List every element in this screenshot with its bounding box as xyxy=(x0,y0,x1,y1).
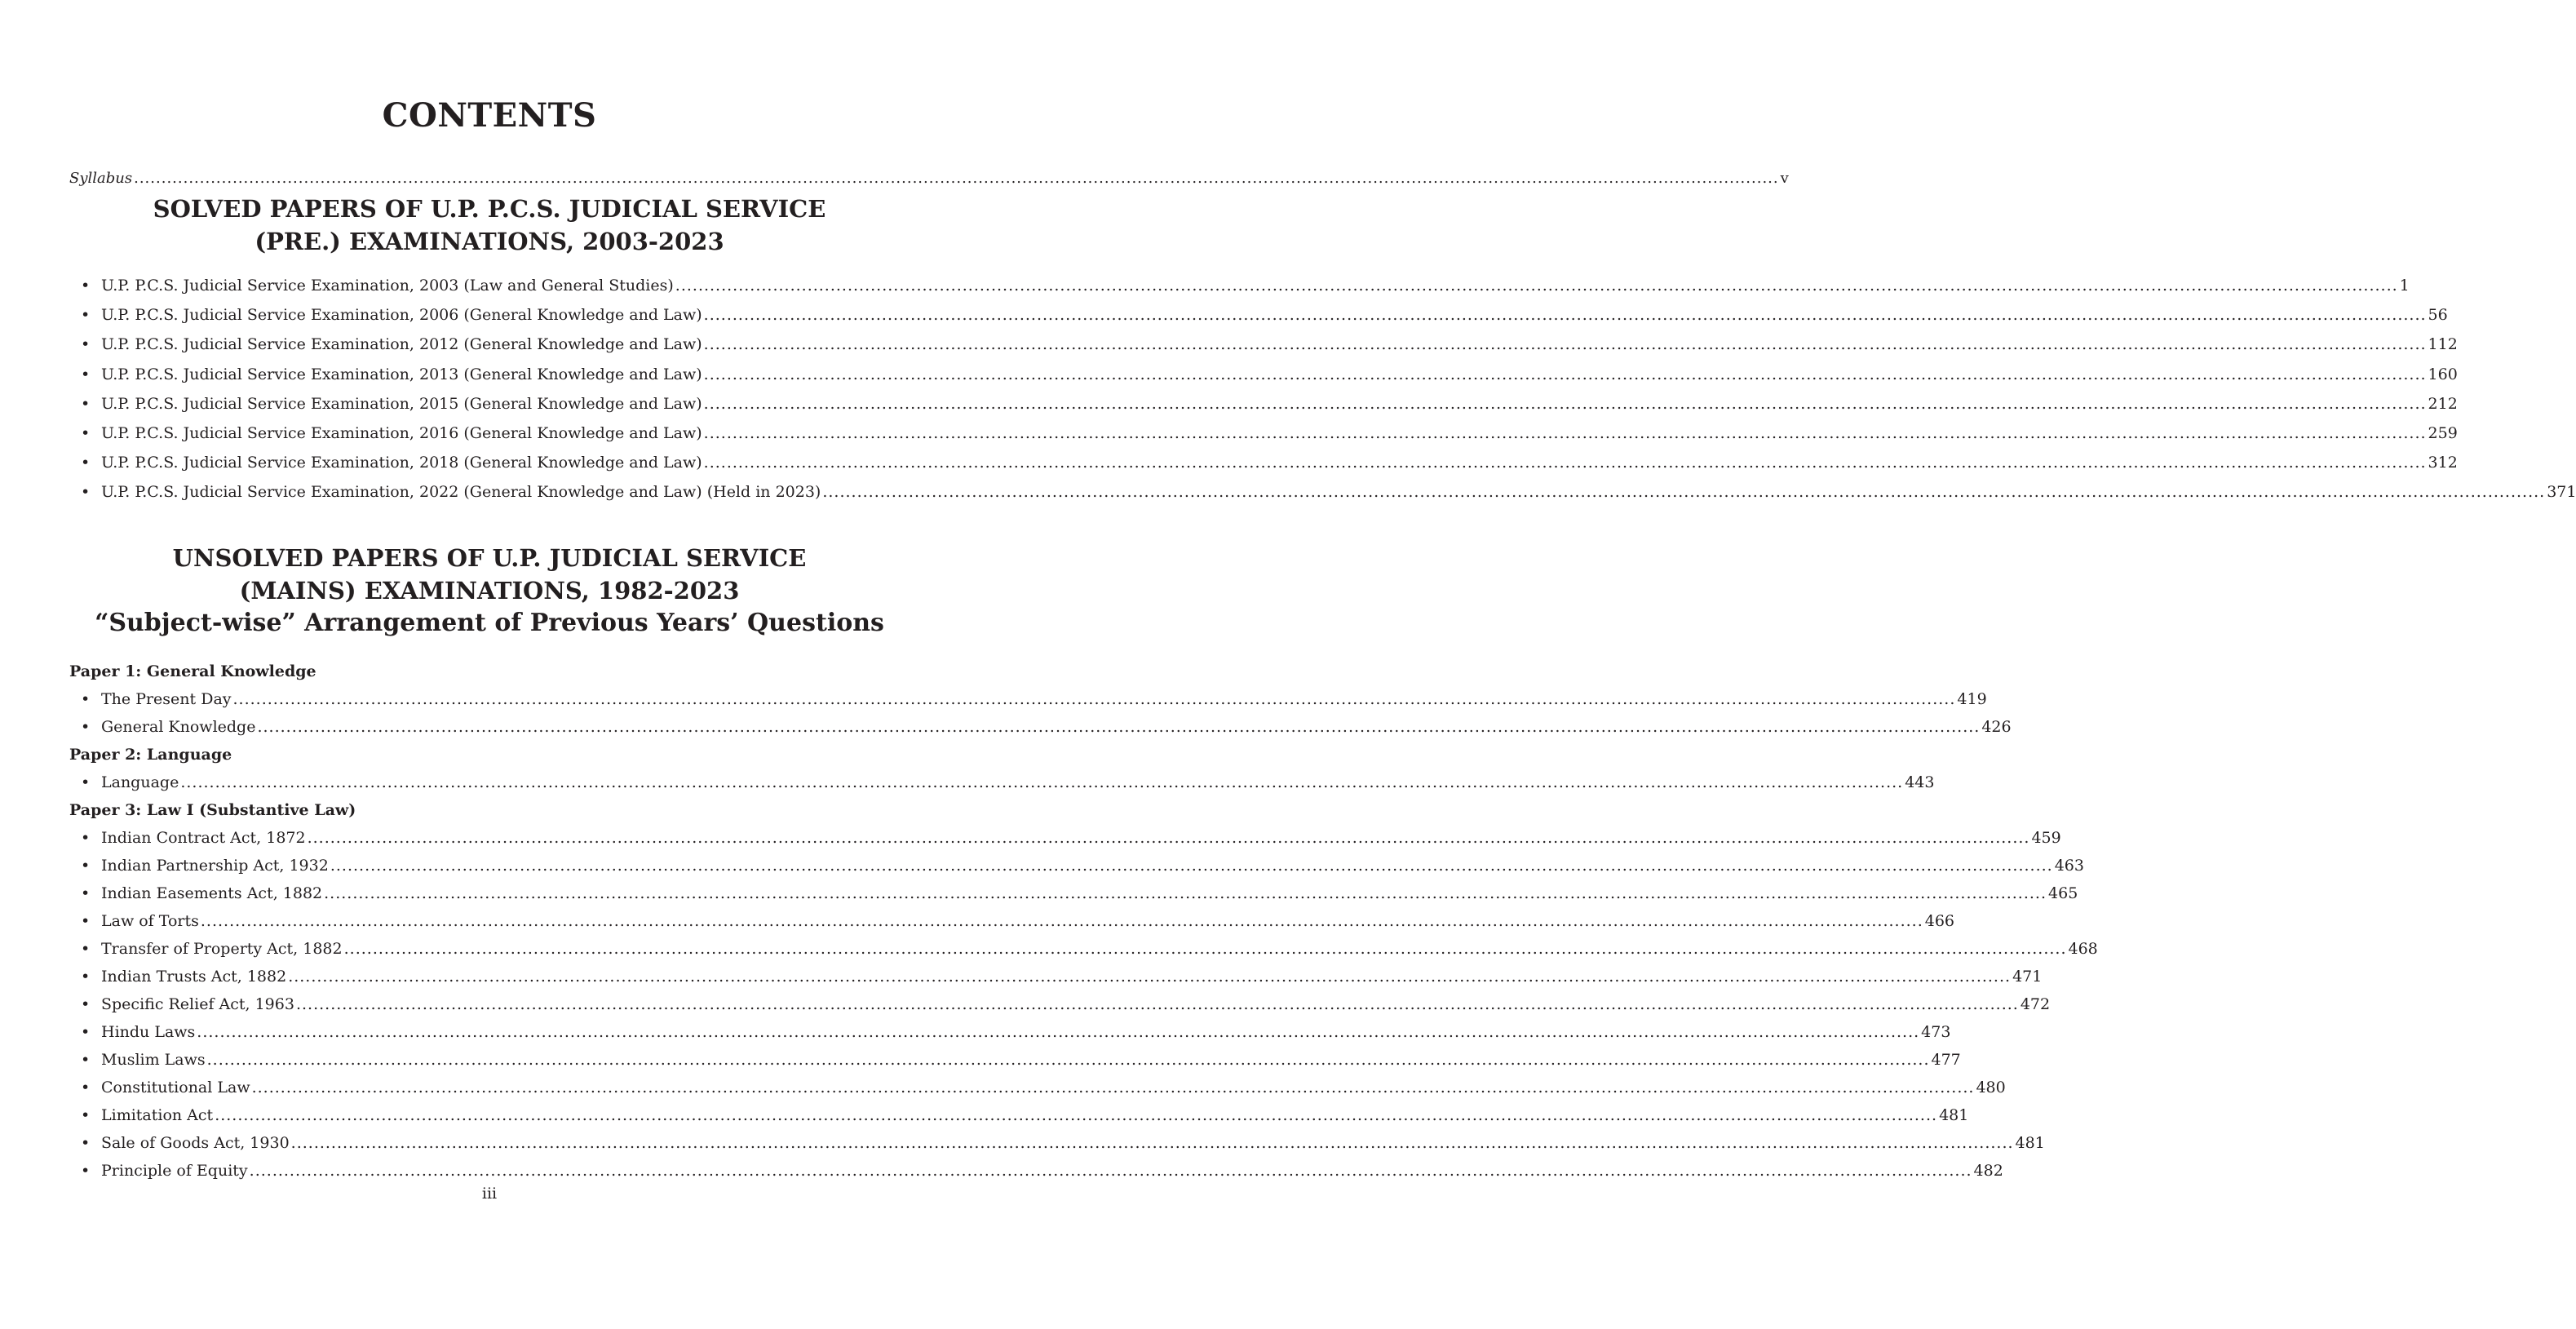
toc-entry-line xyxy=(101,423,2458,444)
toc-entry-line xyxy=(101,276,2410,296)
toc-entry-line xyxy=(101,685,1987,713)
bullet-icon: • xyxy=(81,365,91,383)
dot-leader xyxy=(252,1074,1975,1101)
toc-entry-line xyxy=(101,365,2458,385)
toc-entry-page: 160 xyxy=(2428,365,2458,383)
bullet-icon: • xyxy=(81,277,91,295)
toc-entry-subject[interactable] xyxy=(69,907,1955,935)
dot-leader xyxy=(822,482,2545,503)
bullet-icon: • xyxy=(81,423,91,442)
unsolved-heading-line-1: UNSOLVED PAPERS OF U.P. JUDICIAL SERVICE xyxy=(172,544,807,572)
dot-leader xyxy=(704,453,2427,473)
toc-entry-line xyxy=(101,1046,1961,1074)
bullet-icon: • xyxy=(81,1106,91,1124)
toc-entry-line xyxy=(101,1129,2045,1157)
toc-entry-subject[interactable] xyxy=(69,1101,1969,1129)
toc-entry-line xyxy=(101,824,2061,852)
toc-entry-page: 481 xyxy=(1939,1106,1969,1124)
toc-entry-line xyxy=(101,990,2050,1018)
dot-leader xyxy=(296,990,2019,1018)
bullet-icon: • xyxy=(81,1079,91,1096)
toc-entry-solved-paper[interactable] xyxy=(81,394,2458,423)
toc-entry-label: The Present Day xyxy=(101,690,232,708)
toc-entry-label: Indian Easements Act, 1882 xyxy=(101,884,323,902)
toc-entry-subject[interactable] xyxy=(69,1129,2045,1157)
toc-entry-line xyxy=(101,1157,2003,1185)
toc-entry-page: 312 xyxy=(2428,454,2458,472)
toc-entry-label: U.P. P.C.S. Judicial Service Examination, 2018 (General Knowledge and Law) xyxy=(101,454,702,472)
toc-entry-label: Principle of Equity xyxy=(101,1162,248,1180)
unsolved-subheading: “Subject-wise” Arrangement of Previous Years’ Questions xyxy=(95,609,884,637)
bullet-icon: • xyxy=(81,995,91,1013)
toc-entry-subject[interactable] xyxy=(69,1018,1951,1046)
dot-leader xyxy=(288,963,2011,990)
bullet-icon: • xyxy=(81,912,91,930)
toc-entry-page: 481 xyxy=(2015,1134,2045,1152)
toc-entry-page: 1 xyxy=(2399,277,2410,295)
toc-entry-solved-paper[interactable] xyxy=(81,305,2448,334)
toc-entry-solved-paper[interactable] xyxy=(81,276,2410,305)
toc-entry-label: Sale of Goods Act, 1930 xyxy=(101,1134,290,1152)
dot-leader xyxy=(201,907,1923,935)
solved-heading-line-1: SOLVED PAPERS OF U.P. P.C.S. JUDICIAL SERVICE xyxy=(153,195,826,223)
bullet-icon: • xyxy=(81,1134,91,1152)
solved-section-heading xyxy=(69,193,910,258)
toc-entry-subject[interactable] xyxy=(69,879,2078,907)
toc-entry-page: 112 xyxy=(2428,335,2458,354)
toc-entry-subject[interactable] xyxy=(69,1046,1961,1074)
toc-entry-label: U.P. P.C.S. Judicial Service Examination, 2003 (Law and General Studies) xyxy=(101,277,674,295)
dot-leader xyxy=(324,879,2047,907)
dot-leader xyxy=(250,1157,1972,1185)
toc-entry-label: Law of Torts xyxy=(101,912,199,930)
solved-heading-line-2: (PRE.) EXAMINATIONS, 2003-2023 xyxy=(255,228,724,255)
toc-entry-label: Transfer of Property Act, 1882 xyxy=(101,940,343,958)
bullet-icon: • xyxy=(81,454,91,472)
toc-entry-page: 473 xyxy=(1921,1023,1951,1041)
toc-entry-subject[interactable] xyxy=(69,769,1935,796)
toc-entry-solved-paper[interactable] xyxy=(81,334,2458,364)
dot-leader xyxy=(704,365,2427,385)
toc-entry-subject[interactable] xyxy=(69,1157,2003,1185)
dot-leader xyxy=(291,1129,2014,1157)
toc-entry-page: 477 xyxy=(1931,1051,1961,1069)
dot-leader xyxy=(207,1046,1930,1074)
toc-entry-label: U.P. P.C.S. Judicial Service Examination, 2012 (General Knowledge and Law) xyxy=(101,335,702,354)
toc-entry-label: Indian Partnership Act, 1932 xyxy=(101,857,329,875)
bullet-icon: • xyxy=(81,335,91,354)
toc-entry-page: 459 xyxy=(2031,829,2061,847)
dot-leader xyxy=(675,276,2398,296)
dot-leader xyxy=(197,1018,1919,1046)
bullet-icon: • xyxy=(81,968,91,986)
paper-heading: Paper 2: Language xyxy=(69,746,232,764)
toc-entry-subject[interactable] xyxy=(69,713,2012,741)
toc-entry-page: 426 xyxy=(1981,718,2012,736)
toc-entry-page: 419 xyxy=(1957,690,1987,708)
toc-entry-page: 56 xyxy=(2428,306,2448,325)
toc-entry-page: 259 xyxy=(2428,423,2458,442)
toc-entry-page: 471 xyxy=(2012,968,2043,986)
toc-entry-page: 482 xyxy=(1973,1162,2003,1180)
toc-entry-line xyxy=(101,453,2458,473)
toc-entry-page: 443 xyxy=(1905,773,1935,791)
toc-entry-page: v xyxy=(1780,170,1789,187)
toc-entry-line xyxy=(101,1018,1950,1046)
toc-entry-syllabus[interactable] xyxy=(69,168,1789,188)
toc-entry-solved-paper[interactable] xyxy=(81,453,2458,482)
bullet-icon: • xyxy=(81,773,91,791)
bullet-icon: • xyxy=(81,718,91,736)
toc-entry-subject[interactable] xyxy=(69,963,2043,990)
toc-entry-page: 472 xyxy=(2020,995,2051,1013)
dot-leader xyxy=(330,852,2053,879)
toc-entry-label: U.P. P.C.S. Judicial Service Examination, 2016 (General Knowledge and Law) xyxy=(101,423,702,442)
toc-entry-label: General Knowledge xyxy=(101,718,256,736)
bullet-icon: • xyxy=(81,1023,91,1041)
dot-leader xyxy=(257,713,1980,741)
paper-heading: Paper 1: General Knowledge xyxy=(69,662,316,680)
toc-entry-line xyxy=(101,1074,2006,1101)
solved-papers-list xyxy=(81,276,2576,512)
toc-entry-line xyxy=(101,907,1954,935)
unsolved-heading-line-2: (MAINS) EXAMINATIONS, 1982-2023 xyxy=(239,577,740,605)
bullet-icon: • xyxy=(81,306,91,325)
toc-entry-line xyxy=(101,769,1934,796)
dot-leader xyxy=(180,769,1903,796)
toc-entry-page: 466 xyxy=(1924,912,1955,930)
toc-entry-line xyxy=(101,394,2458,414)
toc-entry-page: 463 xyxy=(2054,857,2084,875)
toc-entry-label: Indian Trusts Act, 1882 xyxy=(101,968,287,986)
toc-entry-page: 371 xyxy=(2547,483,2576,502)
toc-entry-label: Specific Relief Act, 1963 xyxy=(101,995,294,1013)
dot-leader xyxy=(308,824,2030,852)
page-number: iii xyxy=(481,1185,498,1203)
toc-entry-line xyxy=(101,482,2576,503)
toc-entry-subject[interactable] xyxy=(69,990,2051,1018)
toc-entry-solved-paper[interactable] xyxy=(81,365,2458,394)
toc-entry-page: 465 xyxy=(2048,884,2078,902)
toc-entry-subject[interactable] xyxy=(69,1074,2006,1101)
toc-entry-label: Language xyxy=(101,773,179,791)
toc-entry-solved-paper[interactable] xyxy=(81,423,2458,453)
toc-entry-label: Limitation Act xyxy=(101,1106,214,1124)
toc-entry-label: U.P. P.C.S. Judicial Service Examination, 2013 (General Knowledge and Law) xyxy=(101,365,702,383)
toc-entry-subject[interactable] xyxy=(69,935,2098,963)
paper-heading: Paper 3: Law I (Substantive Law) xyxy=(69,801,356,819)
dot-leader xyxy=(704,394,2427,414)
dot-leader xyxy=(134,168,1779,188)
dot-leader xyxy=(704,423,2427,444)
toc-entry-line xyxy=(101,852,2084,879)
toc-entry-line xyxy=(101,334,2458,355)
bullet-icon: • xyxy=(81,1051,91,1069)
toc-entry-label: Constitutional Law xyxy=(101,1079,250,1096)
bullet-icon: • xyxy=(81,394,91,413)
page-title: CONTENTS xyxy=(382,96,597,135)
toc-entry-label: U.P. P.C.S. Judicial Service Examination, 2006 (General Knowledge and Law) xyxy=(101,306,702,325)
contents-page xyxy=(69,0,2576,1329)
toc-entry-solved-paper[interactable] xyxy=(81,482,2576,512)
bullet-icon: • xyxy=(81,940,91,958)
toc-entry-label: U.P. P.C.S. Judicial Service Examination, 2022 (General Knowledge and Law) (Held in 2023) xyxy=(101,483,821,502)
bullet-icon: • xyxy=(81,857,91,875)
toc-entry-line xyxy=(101,935,2098,963)
dot-leader xyxy=(233,685,1956,713)
unsolved-section-heading xyxy=(69,542,910,640)
toc-entry-line xyxy=(101,879,2078,907)
toc-entry-subject[interactable] xyxy=(69,824,2061,852)
mains-papers-list xyxy=(69,658,2098,1185)
bullet-icon: • xyxy=(81,690,91,708)
bullet-icon: • xyxy=(81,483,91,502)
bullet-icon: • xyxy=(81,884,91,902)
toc-entry-label: Muslim Laws xyxy=(101,1051,206,1069)
toc-entry-page: 480 xyxy=(1976,1079,2006,1096)
toc-entry-page: 212 xyxy=(2428,394,2458,413)
toc-entry-subject[interactable] xyxy=(69,852,2084,879)
dot-leader xyxy=(704,305,2427,326)
toc-entry-line xyxy=(101,1101,1968,1129)
dot-leader xyxy=(704,334,2427,355)
toc-entry-line xyxy=(101,713,2012,741)
bullet-icon: • xyxy=(81,829,91,847)
toc-entry-page: 468 xyxy=(2068,940,2098,958)
toc-entry-label: U.P. P.C.S. Judicial Service Examination, 2015 (General Knowledge and Law) xyxy=(101,394,702,413)
toc-entry-label: Hindu Laws xyxy=(101,1023,196,1041)
toc-entry-line xyxy=(101,305,2448,326)
dot-leader xyxy=(344,935,2067,963)
toc-entry-subject[interactable] xyxy=(69,685,1987,713)
toc-entry-line xyxy=(101,963,2042,990)
bullet-icon: • xyxy=(81,1162,91,1180)
toc-entry-label: Syllabus xyxy=(69,170,133,187)
dot-leader xyxy=(215,1101,1937,1129)
toc-entry-label: Indian Contract Act, 1872 xyxy=(101,829,306,847)
